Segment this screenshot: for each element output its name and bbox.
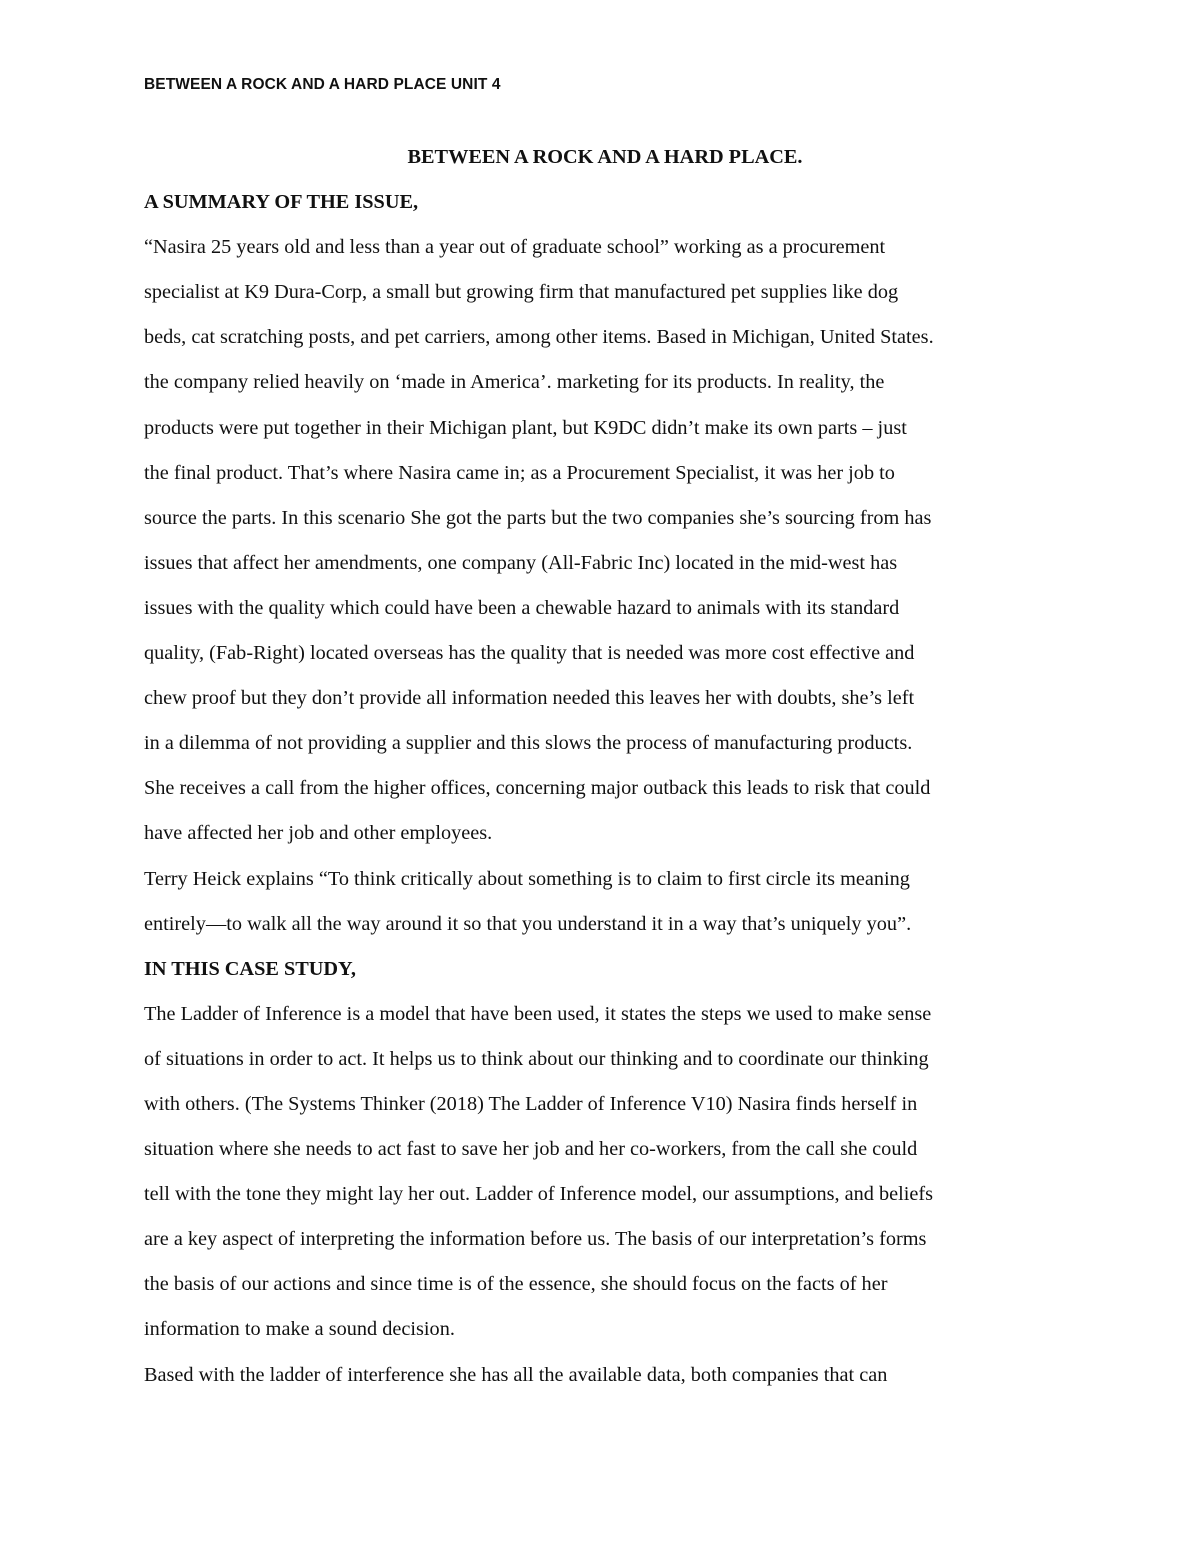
paragraph-ladder-of-inference	[144, 992, 1066, 1353]
paragraph-line: chew proof but they don’t provide all information needed this leaves her with doubts, she’s left	[144, 687, 915, 710]
section-heading-case-study: IN THIS CASE STUDY,	[144, 957, 356, 980]
paragraph-line: beds, cat scratching posts, and pet carriers, among other items. Based in Michigan, United States.	[144, 326, 934, 349]
paragraph-line: of situations in order to act. It helps us to think about our thinking and to coordinate our thinking	[144, 1047, 929, 1070]
paragraph-line: with others. (The Systems Thinker (2018) The Ladder of Inference V10) Nasira finds herself in	[144, 1092, 918, 1115]
paragraph-line: the basis of our actions and since time is of the essence, she should focus on the facts of her	[144, 1273, 888, 1296]
paragraph-summary	[144, 225, 1066, 856]
paragraph-line: Based with the ladder of interference she has all the available data, both companies that can	[144, 1363, 888, 1386]
paragraph-line: tell with the tone they might lay her out. Ladder of Inference model, our assumptions, and beliefs	[144, 1183, 934, 1206]
paragraph-line: specialist at K9 Dura-Corp, a small but growing firm that manufactured pet supplies like dog	[144, 281, 899, 304]
paragraph-line: She receives a call from the higher offices, concerning major outback this leads to risk that could	[144, 777, 931, 800]
paragraph-line: in a dilemma of not providing a supplier and this slows the process of manufacturing products.	[144, 732, 913, 755]
paragraph-line: quality, (Fab-Right) located overseas has the quality that is needed was more cost effective and	[144, 642, 915, 665]
paragraph-line: “Nasira 25 years old and less than a year out of graduate school” working as a procurement	[144, 236, 886, 259]
document-body	[144, 135, 1066, 1398]
paragraph-line: The Ladder of Inference is a model that have been used, it states the steps we used to make sense	[144, 1002, 932, 1025]
paragraph-quote	[144, 857, 1066, 947]
paragraph-line: the company relied heavily on ‘made in America’. marketing for its products. In reality, the	[144, 371, 885, 394]
paragraph-line: Terry Heick explains “To think critically about something is to claim to first circle its meaning	[144, 867, 910, 890]
paragraph-line: situation where she needs to act fast to save her job and her co-workers, from the call she could	[144, 1138, 918, 1161]
paragraph-line: information to make a sound decision.	[144, 1318, 455, 1341]
paragraph-line: source the parts. In this scenario She got the parts but the two companies she’s sourcing from has	[144, 506, 932, 529]
paragraph-line: entirely—to walk all the way around it so that you understand it in a way that’s uniquely you”.	[144, 912, 912, 935]
document-title: BETWEEN A ROCK AND A HARD PLACE.	[407, 146, 803, 168]
paragraph-line: have affected her job and other employees.	[144, 822, 493, 845]
running-header: BETWEEN A ROCK AND A HARD PLACE UNIT 4	[144, 76, 501, 93]
paragraph-line: issues with the quality which could have been a chewable hazard to animals with its standard	[144, 596, 900, 619]
paragraph-line: are a key aspect of interpreting the information before us. The basis of our interpretation’s forms	[144, 1228, 927, 1251]
paragraph-line: products were put together in their Michigan plant, but K9DC didn’t make its own parts – just	[144, 416, 907, 439]
paragraph-line: the final product. That’s where Nasira came in; as a Procurement Specialist, it was her job to	[144, 461, 895, 484]
section-heading-summary: A SUMMARY OF THE ISSUE,	[144, 191, 419, 214]
paragraph-available-data	[144, 1353, 1066, 1398]
paragraph-line: issues that affect her amendments, one company (All-Fabric Inc) located in the mid-west has	[144, 551, 898, 574]
